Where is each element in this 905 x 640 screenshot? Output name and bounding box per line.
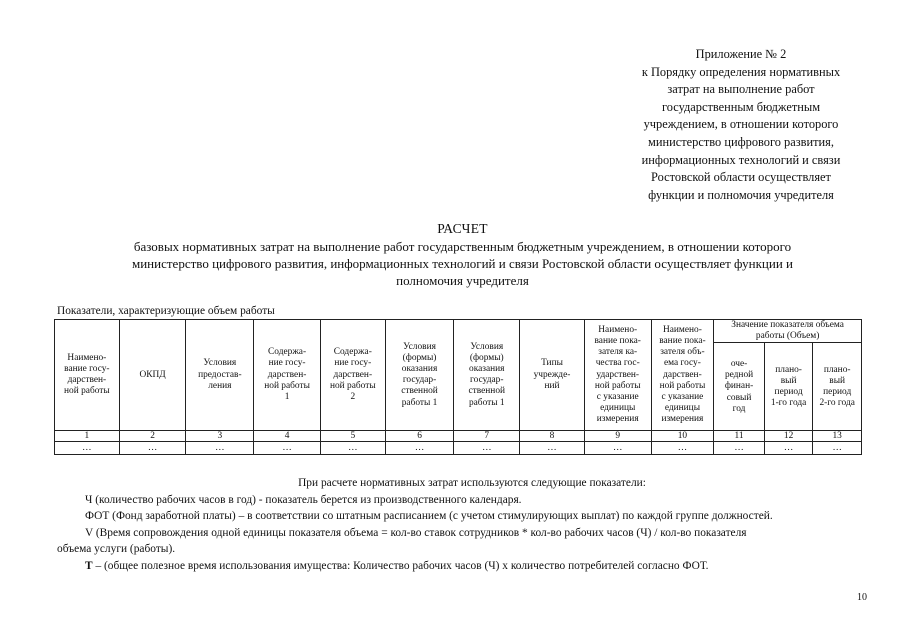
column-number: 4 [254,431,321,442]
table-cell: … [119,442,186,455]
paragraph-v-continued: объема услуги (работы). [57,543,176,556]
title-line: полномочия учредителя [396,273,529,288]
column-header: Содержа- ние госу- дарствен- ной работы 2 [320,320,385,431]
explanation-text [57,475,877,575]
column-number: 1 [55,431,120,442]
column-header: Условия предостав- ления [186,320,254,431]
column-number: 6 [385,431,454,442]
table-caption: Показатели, характеризующие объем работы [57,305,275,317]
table-cell: … [714,442,765,455]
paragraph-t-mark: Т [85,559,93,572]
column-header: Условия (формы) оказания государ- ственной работы 1 [454,320,520,431]
paragraph-fot: ФОТ (Фонд заработной платы) – в соответствии со штатным расписанием (с учетом стимулирующих выплат) по каждой группе должностей. [85,510,773,523]
indicators-table [54,319,862,455]
column-number: 7 [454,431,520,442]
column-number: 8 [520,431,585,442]
appendix-block [612,46,870,204]
appendix-line: к Порядку определения нормативных [641,64,841,79]
column-number: 5 [320,431,385,442]
column-header: Наимено- вание госу- дарствен- ной работы [55,320,120,431]
paragraph-v: V (Время сопровождения одной единицы показателя объема = кол-во ставок сотрудников * кол-во рабочих часов (Ч) / кол-во показателя [85,526,747,539]
column-header: Наимено- вание пока- зателя ка- чества гос- ударствен- ной работы с указание единицы измерения [584,320,651,431]
table-cell: … [385,442,454,455]
appendix-line: информационных технологий и связи [641,152,841,167]
sub-column-header: плано- вый период 2-го года [813,343,862,431]
table-cell: … [55,442,120,455]
table-cell: … [813,442,862,455]
column-header: Типы учрежде- ний [520,320,585,431]
column-header: Наимено- вание пока- зателя объ- ема госу- дарствен- ной работы с указание единицы измерения [651,320,714,431]
group-header: Значение показателя объема работы (Объем) [714,320,862,343]
table-row [55,431,862,442]
column-number: 11 [714,431,765,442]
column-header: ОКПД [119,320,186,431]
appendix-line: Ростовской области осуществляет [651,170,831,185]
appendix-line: функции и полномочия учредителя [648,187,834,202]
column-number: 12 [764,431,813,442]
column-number: 9 [584,431,651,442]
title-line: базовых нормативных затрат на выполнение работ государственным бюджетным учреждением, в отношении которого [133,239,792,254]
column-number: 3 [186,431,254,442]
appendix-line: министерство цифрового развития, [648,134,834,149]
table-cell: … [186,442,254,455]
intro-line: При расчете нормативных затрат используются следующие показатели: [298,477,646,489]
paragraph-t-text: – (общее полезное время использования имущества: Количество рабочих часов (Ч) х количество потребителей согласно ФОТ. [92,559,709,572]
appendix-line: учреждением, в отношении которого [643,117,839,132]
column-header: Содержа- ние госу- дарствен- ной работы 1 [254,320,321,431]
table-cell: … [454,442,520,455]
column-number: 13 [813,431,862,442]
column-number: 2 [119,431,186,442]
paragraph-t [57,558,877,575]
title-line: министерство цифрового развития, информационных технологий и связи Ростовской области осуществляет функции и [132,256,793,271]
table-cell: … [520,442,585,455]
table-row [55,442,862,455]
column-number: 10 [651,431,714,442]
sub-column-header: плано- вый период 1-го года [764,343,813,431]
appendix-line: государственным бюджетным [661,99,821,114]
appendix-line: Приложение № 2 [695,47,787,61]
table-cell: … [764,442,813,455]
table-cell: … [584,442,651,455]
document-title [40,220,885,289]
table-cell: … [651,442,714,455]
appendix-line: затрат на выполнение работ [667,82,815,97]
page-number: 10 [857,592,867,603]
table-cell: … [254,442,321,455]
title-heading: РАСЧЕТ [437,221,488,236]
table-cell: … [320,442,385,455]
sub-column-header: оче- редной финан- совый год [714,343,765,431]
column-header: Условия (формы) оказания государ- ственной работы 1 [385,320,454,431]
paragraph-ch: Ч (количество рабочих часов в год) - показатель берется из производственного календаря. [85,493,522,506]
